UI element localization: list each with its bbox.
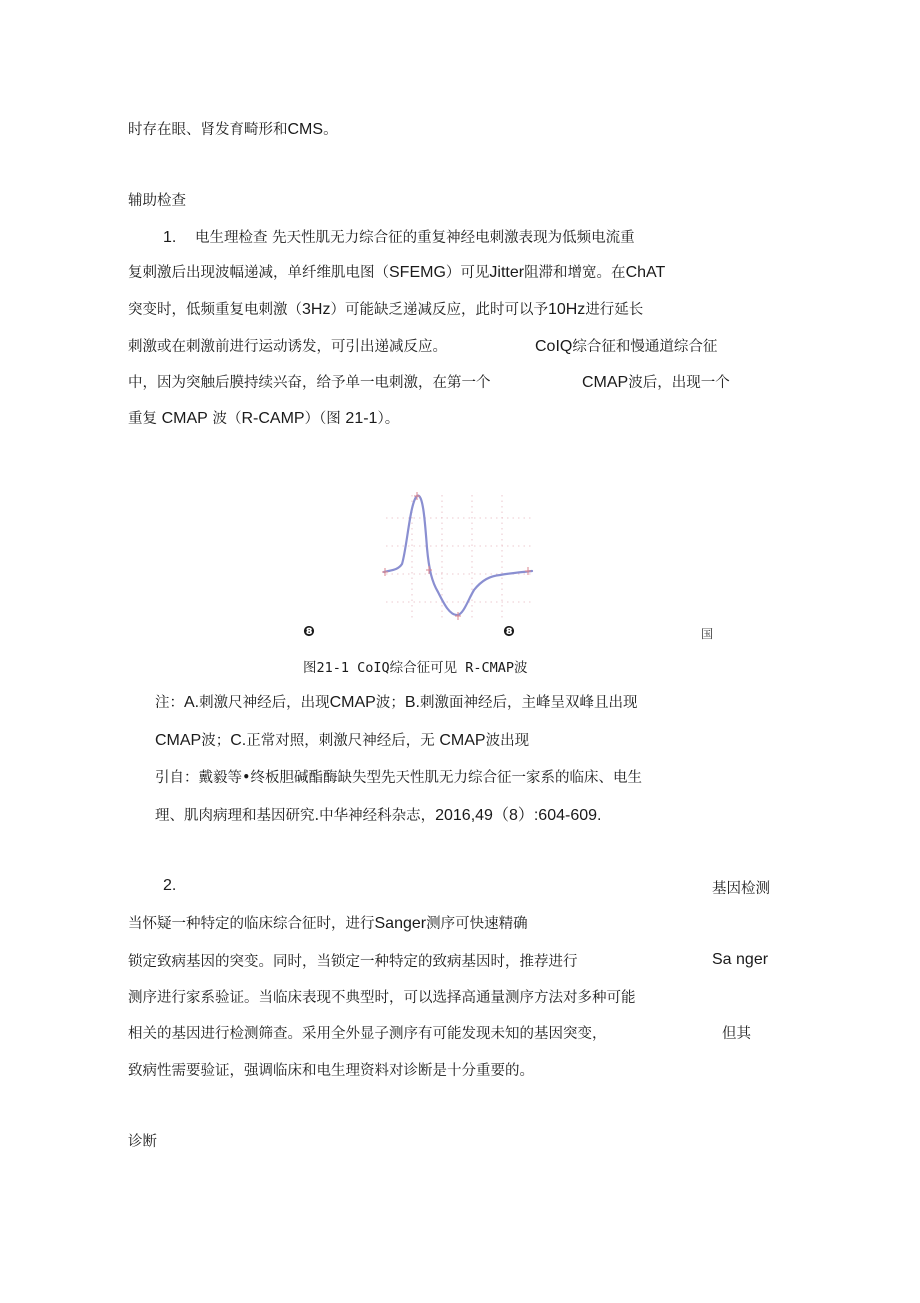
p1-line-4b: CoIQ综合征和慢通道综合征 [535, 338, 718, 355]
p2-line-3: 测序进行家系验证。当临床表现不典型时，可以选择高通量测序方法对多种可能 [128, 990, 636, 1006]
figure-marker-a: ❽ [303, 624, 315, 640]
p2-heading: 基因检测 [712, 881, 770, 897]
intro-line: 时存在眼、肾发育畸形和CMS。 [128, 121, 338, 138]
p1-line-1: 1. 电生理检查 先天性肌无力综合征的重复神经电刺激表现为低频电流重 [163, 229, 635, 246]
r-cmap-waveform-figure [372, 490, 542, 625]
note-line-1: 注：A.刺激尺神经后，出现CMAP波；B.刺激面神经后，主峰呈双峰且出现 [155, 694, 638, 711]
p1-line-6: 重复 CMAP 波（R-CAMP）（图 21-1）。 [128, 410, 400, 427]
p2-number: 2. [163, 877, 177, 894]
p2-line-2b: Sa nger [712, 951, 769, 968]
note-line-2: CMAP波；C.正常对照，刺激尺神经后，无 CMAP波出现 [155, 732, 530, 749]
p1-line-5b: CMAP波后，出现一个 [582, 374, 730, 391]
p2-line-4a: 相关的基因进行检测筛查。采用全外显子测序有可能发现未知的基因突变， [128, 1026, 607, 1042]
note-citation-line-1: 引自：戴毅等•终板胆碱酯酶缺失型先天性肌无力综合征一家系的临床、电生 [155, 770, 643, 786]
figure-marker-b: ❽ [503, 624, 515, 640]
note-citation-line-2: 理、肌肉病理和基因研究.中华神经科杂志，2016,49（8）:604-609. [155, 807, 602, 824]
figure-marker-c: 国 [701, 627, 714, 641]
p2-line-4b: 但其 [722, 1026, 751, 1042]
section-heading-aux: 辅助检查 [128, 193, 186, 209]
p2-line-5: 致病性需要验证，强调临床和电生理资料对诊断是十分重要的。 [128, 1063, 534, 1079]
p1-line-5a: 中，因为突触后膜持续兴奋，给予单一电刺激，在第一个 [128, 375, 491, 391]
figure-grid [386, 495, 532, 620]
waveform-trace [384, 496, 532, 615]
p1-line-3: 突变时，低频重复电刺激（3Hz）可能缺乏递减反应，此时可以予10Hz进行延长 [128, 301, 644, 318]
p1-line-4a: 刺激或在刺激前进行运动诱发，可引出递减反应。 [128, 339, 447, 355]
p2-line-2a: 锁定致病基因的突变。同时，当锁定一种特定的致病基因时，推荐进行 [128, 954, 578, 970]
p1-line-2: 复刺激后出现波幅递减，单纤维肌电图（SFEMG）可见Jitter阻滞和增宽。在ChAT [128, 264, 666, 281]
figure-caption: 图21-1 CoIQ综合征可见 R-CMAP波 [303, 660, 528, 676]
section-heading-diagnosis: 诊断 [128, 1134, 157, 1150]
p2-line-1: 当怀疑一种特定的临床综合征时，进行Sanger测序可快速精确 [128, 915, 528, 932]
